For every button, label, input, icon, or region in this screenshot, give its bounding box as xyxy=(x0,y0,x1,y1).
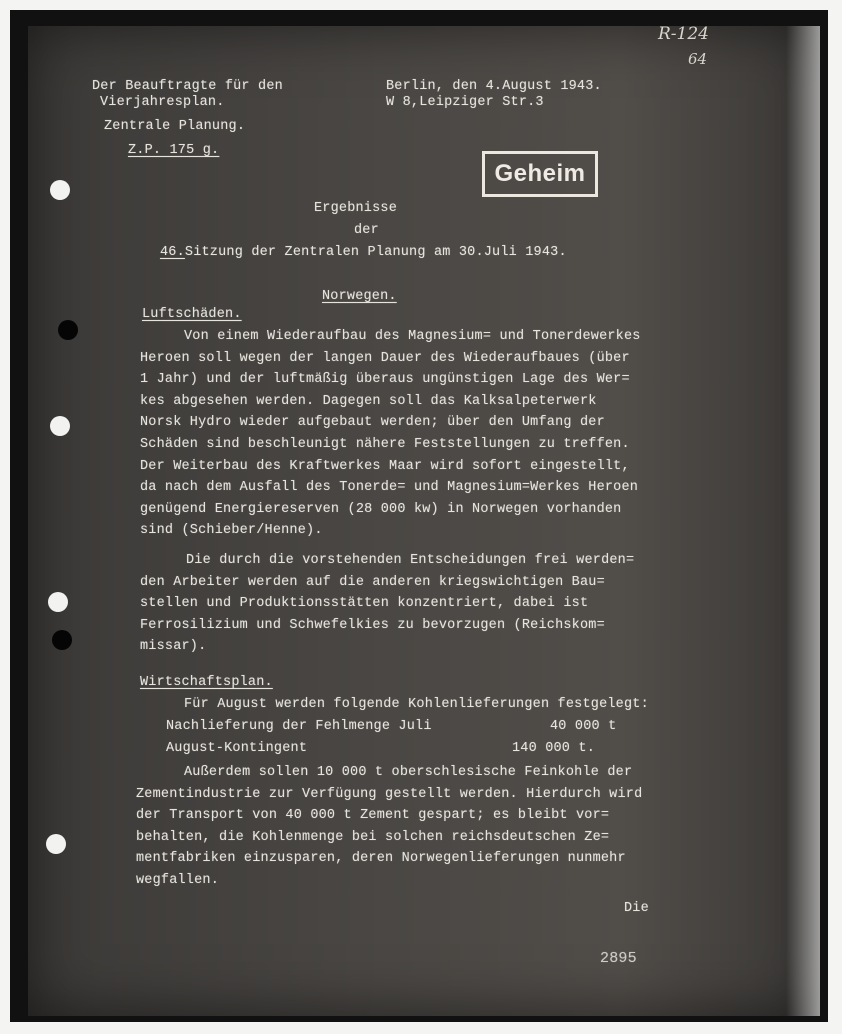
text-line: Der Weiterbau des Kraftwerkes Maar wird sofort eingestellt, xyxy=(140,458,630,474)
text-line: sind (Schieber/Henne). xyxy=(140,523,323,539)
text-line: Heroen soll wegen der langen Dauer des Wiederaufbaues (über xyxy=(140,350,630,366)
session-title: Sitzung der Zentralen Planung am 30.Juli 1943. xyxy=(184,245,567,260)
text-line: Norsk Hydro wieder aufgebaut werden; über den Umfang der xyxy=(140,415,605,431)
continuation-word: Die xyxy=(624,901,649,916)
text-line: kes abgesehen werden. Dagegen soll das Kalksalpeterwerk xyxy=(140,393,597,409)
punch-hole xyxy=(50,416,70,436)
text-line: mentfabriken einzusparen, deren Norwegenlieferungen nunmehr xyxy=(136,851,626,867)
paragraph-luftschaeden-2 xyxy=(140,550,634,658)
text-line: da nach dem Ausfall des Tonerde= und Magnesium=Werkes Heroen xyxy=(140,480,639,496)
coal-item-amount: 40 000 t xyxy=(550,719,617,734)
paper-edge xyxy=(786,26,820,1016)
punch-hole xyxy=(46,834,66,854)
punch-hole xyxy=(48,592,68,612)
text-line: wegfallen. xyxy=(136,872,220,888)
coal-item-label: August-Kontingent xyxy=(166,741,308,756)
coal-item-label: Nachlieferung der Fehlmenge Juli xyxy=(166,719,432,734)
paragraph-wirtschaftsplan xyxy=(136,762,642,892)
secret-stamp: Geheim xyxy=(482,151,598,197)
authority-line: Vierjahresplan. xyxy=(100,95,225,110)
coal-item-amount: 140 000 t. xyxy=(512,741,596,756)
text-line: Zementindustrie zur Verfügung gestellt werden. Hierdurch wird xyxy=(136,786,643,802)
archive-mark: R-124 xyxy=(658,24,709,44)
title-line xyxy=(160,242,567,264)
punch-hole xyxy=(58,320,78,340)
place-date: Berlin, den 4.August 1943. xyxy=(386,79,602,94)
document-page xyxy=(28,26,820,1016)
text-line: Die durch die vorstehenden Entscheidungen frei werden= xyxy=(186,553,635,568)
title-line: Ergebnisse xyxy=(314,201,398,216)
text-line: missar). xyxy=(140,639,207,655)
archive-mark: 64 xyxy=(688,50,708,68)
subsection-heading: Luftschäden. xyxy=(142,307,242,322)
text-line: Schäden sind beschleunigt nähere Feststellungen zu treffen. xyxy=(140,436,630,452)
text-line: Außerdem sollen 10 000 t oberschlesische Feinkohle der xyxy=(184,765,633,780)
punch-hole xyxy=(52,630,72,650)
paragraph-luftschaeden-1 xyxy=(140,326,641,542)
page-number: 2895 xyxy=(600,950,637,967)
authority-line: Zentrale Planung. xyxy=(104,119,246,134)
title-line: der xyxy=(354,223,379,238)
reference-number: Z.P. 175 g. xyxy=(128,143,220,158)
authority-line: Der Beauftragte für den xyxy=(92,79,283,94)
subsection-heading: Wirtschaftsplan. xyxy=(140,675,273,690)
session-number: 46. xyxy=(160,245,185,260)
coal-intro: Für August werden folgende Kohlenlieferungen festgelegt: xyxy=(184,697,649,712)
text-line: den Arbeiter werden auf die anderen kriegswichtigen Bau= xyxy=(140,574,605,590)
text-line: der Transport von 40 000 t Zement gespart; es bleibt vor= xyxy=(136,808,610,824)
text-line: stellen und Produktionsstätten konzentriert, dabei ist xyxy=(140,596,589,612)
address: W 8,Leipziger Str.3 xyxy=(386,95,544,110)
section-heading: Norwegen. xyxy=(322,289,397,304)
text-line: genügend Energiereserven (28 000 kw) in Norwegen vorhanden xyxy=(140,501,622,517)
text-line: 1 Jahr) und der luftmäßig überaus ungünstigen Lage des Wer= xyxy=(140,372,630,388)
text-line: behalten, die Kohlenmenge bei solchen reichsdeutschen Ze= xyxy=(136,829,610,845)
punch-hole xyxy=(50,180,70,200)
text-line: Von einem Wiederaufbau des Magnesium= und Tonerdewerkes xyxy=(184,329,641,344)
text-line: Ferrosilizium und Schwefelkies zu bevorzugen (Reichskom= xyxy=(140,617,605,633)
